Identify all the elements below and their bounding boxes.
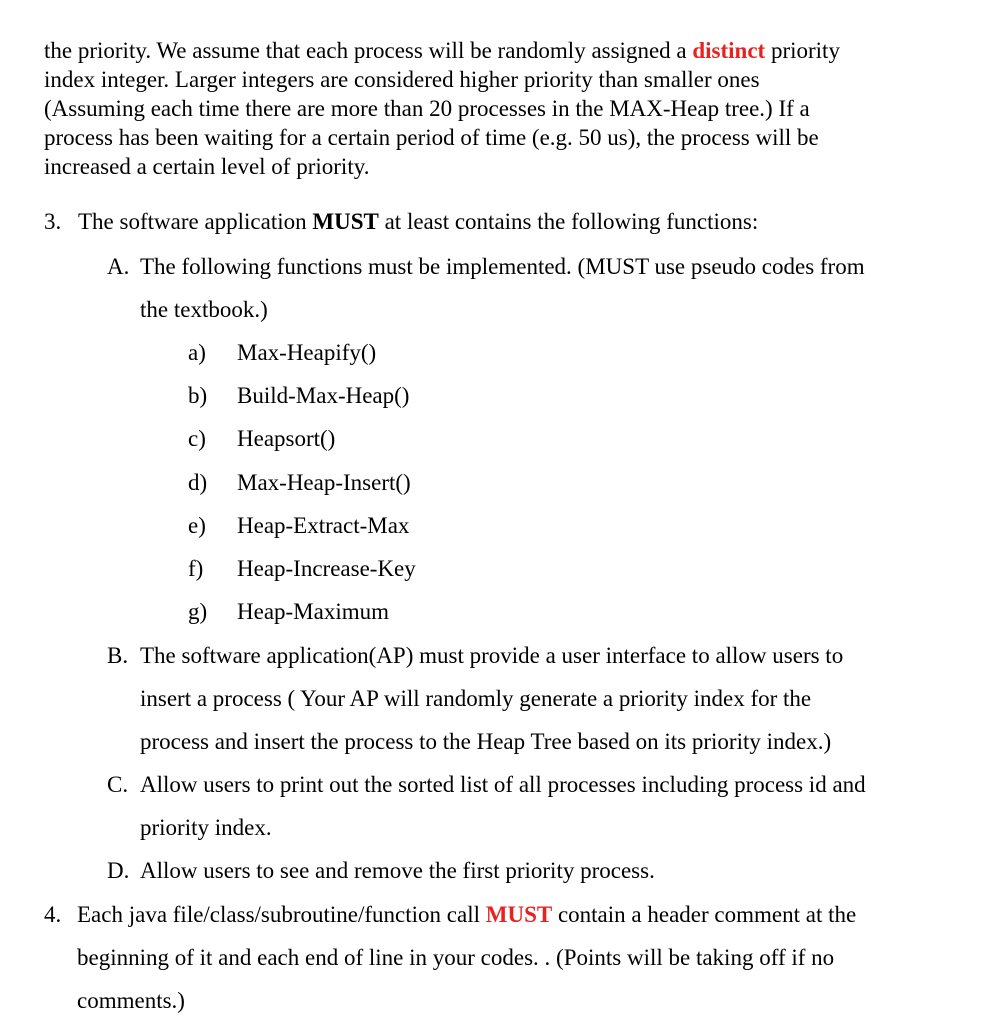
function-name: Heap-Extract-Max [237,513,410,538]
function-name: Build-Max-Heap() [237,383,410,408]
function-name: Heap-Maximum [237,599,390,624]
function-name: Max-Heap-Insert() [237,470,411,495]
function-name: Heapsort() [237,426,336,451]
sub-item-text: Allow users to see and remove the first priority process. [140,858,655,883]
item-number: 4. [44,902,62,927]
distinct-highlight: distinct [692,38,766,63]
sub-item-text: The software application(AP) must provide a user interface to allow users to [140,643,844,668]
function-name: Heap-Increase-Key [237,556,416,581]
item-text: Each java file/class/subroutine/function call MUST contain a header comment at the [77,902,857,927]
intro-line-5: increased a certain level of priority. [44,154,370,179]
function-label: c) [188,426,206,451]
must-emphasis: MUST [485,902,553,927]
intro-line-1: the priority. We assume that each process will be randomly assigned a distinct priority [44,38,840,63]
intro-line-2: index integer. Larger integers are considered higher priority than smaller ones [44,67,760,92]
sub-item-letter: A. [107,254,130,279]
item-text: The software application MUST at least contains the following functions: [78,209,759,234]
intro-paragraph [44,36,944,181]
sub-item-text: Allow users to print out the sorted list of all processes including process id and [140,772,866,797]
function-label: d) [188,470,208,495]
function-label: g) [188,599,208,624]
item-number: 3. [44,209,62,234]
sub-item-letter: C. [107,772,129,797]
sub-item-text: The following functions must be implemented. (MUST use pseudo codes from [140,254,865,279]
sub-item-letter: B. [107,643,129,668]
sub-item-letter: D. [107,858,130,883]
function-label: f) [188,556,204,581]
intro-line-4: process has been waiting for a certain period of time (e.g. 50 us), the process will be [44,125,819,150]
function-label: b) [188,383,208,408]
function-label: e) [188,513,206,538]
must-emphasis: MUST [312,209,379,234]
function-label: a) [188,340,206,365]
function-name: Max-Heapify() [237,340,377,365]
intro-line-3: (Assuming each time there are more than 20 processes in the MAX-Heap tree.) If a [44,96,810,121]
